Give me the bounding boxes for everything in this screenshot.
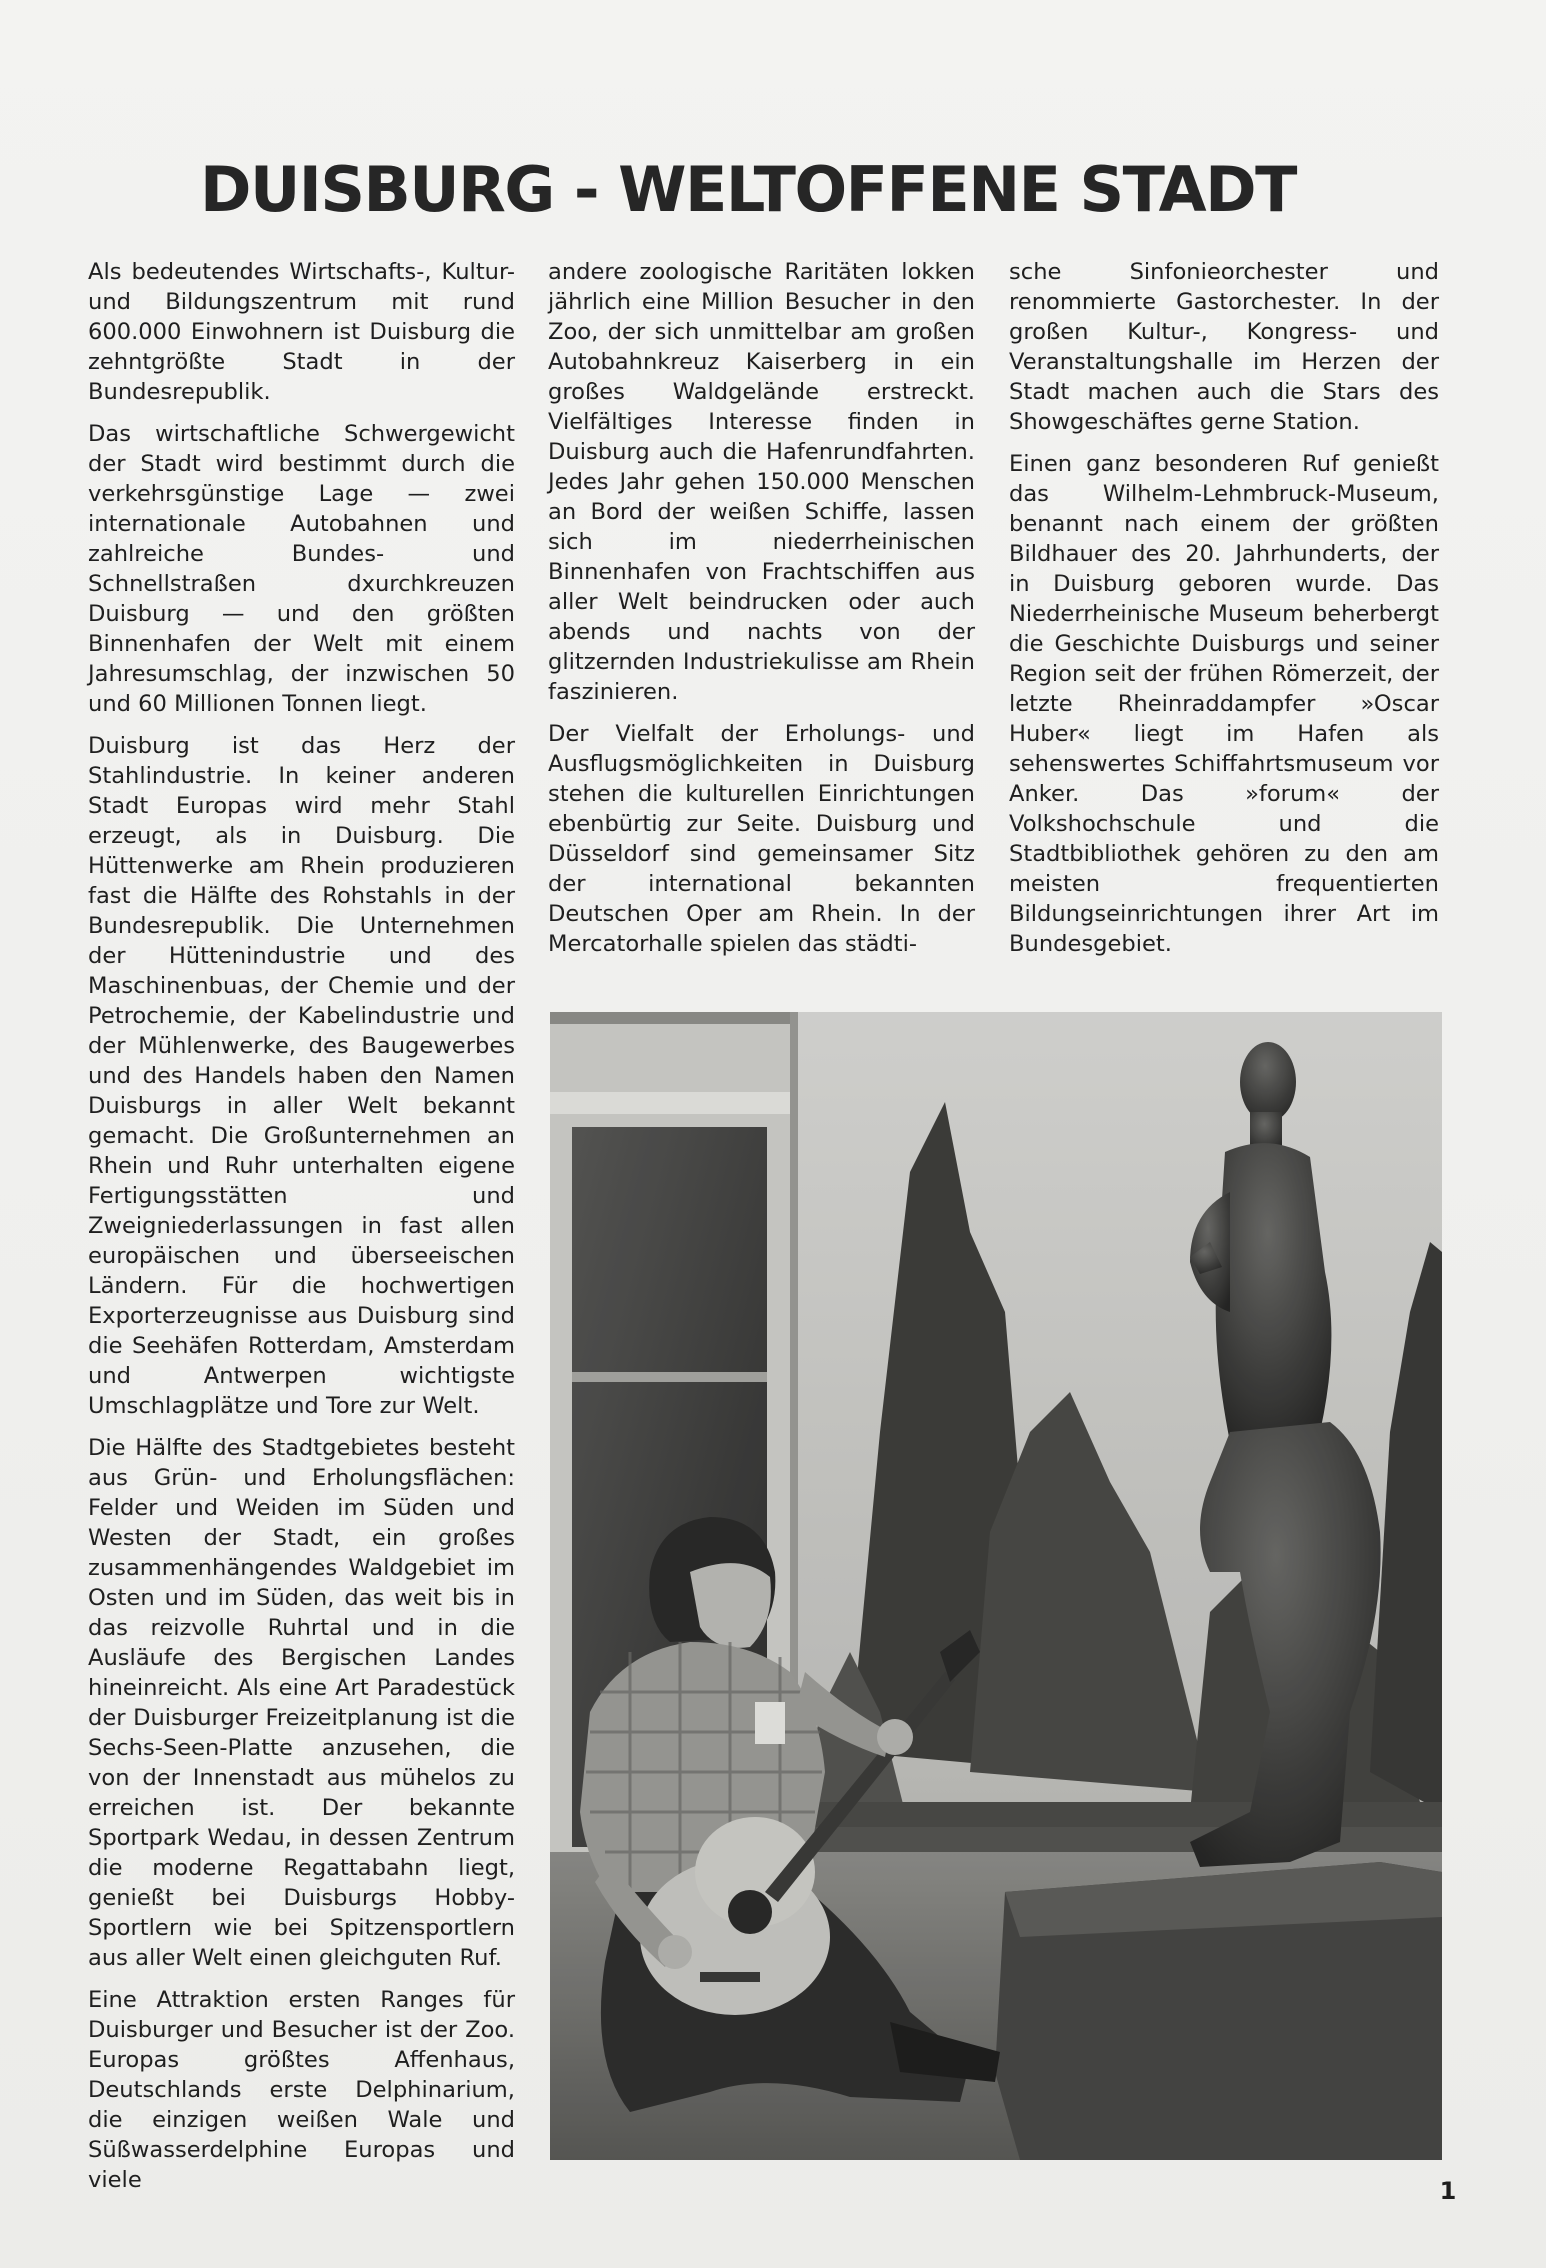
page-number: 1 — [1439, 2177, 1457, 2205]
text-column-right — [1009, 257, 1439, 971]
paragraph: Das wirtschaftliche Schwergewicht der Stadt wird bestimmt durch die verkehrsgünstige Lage — zwei internationale Autobahnen und zahlreiche Bundes- und Schnellstraßen dxurchkreuzen Duisburg — und den größten Binnenhafen der Welt mit einem Jahresumschlag, der inzwischen 50 und 60 Millionen Tonnen liegt. — [88, 421, 515, 717]
paragraph: Die Hälfte des Stadtgebietes besteht aus Grün- und Erholungsflächen: Felder und Weiden im Süden und Westen der Stadt, ein großes zusammenhängendes Waldgebiet im Osten und im Süden, das weit bis in das reizvolle Ruhrtal und in die Ausläufe des Bergischen Landes hineinreicht. Als eine Art Paradestück der Duisburger Freizeitplanung ist die Sechs-Seen-Platte anzusehen, die von der Innenstadt aus mühelos zu erreichen ist. Der bekannte Sportpark Wedau, in dessen Zentrum die moderne Regattabahn liegt, genießt bei Duisburgs Hobby-Sportlern wie bei Spitzensportlern aus aller Welt einen gleichguten Ruf. — [88, 1435, 515, 1971]
text-column-left — [88, 257, 515, 2207]
paragraph: Als bedeutendes Wirtschafts-, Kultur- und Bildungszentrum mit rund 600.000 Einwohnern ist Duisburg die zehntgrößte Stadt in der Bundesrepublik. — [88, 259, 515, 405]
paragraph: Duisburg ist das Herz der Stahlindustrie. In keiner anderen Stadt Europas wird mehr Stahl erzeugt, als in Duisburg. Die Hüttenwerke am Rhein produzieren fast die Hälfte des Rohstahls in der Bundesrepublik. Die Unternehmen der Hüttenindustrie und des Maschinenbuas, der Chemie und der Petrochemie, der Kabelindustrie und der Mühlenwerke, des Baugewerbes und des Handels haben den Namen Duisburgs in aller Welt bekannt gemacht. Die Großunternehmen an Rhein und Ruhr unterhalten eigene Fertigungsstätten und Zweigniederlassungen in fast allen europäischen und überseeischen Ländern. Für die hochwertigen Exporterzeugnisse aus Duisburg sind die Seehäfen Rotterdam, Amsterdam und Antwerpen wichtigste Umschlagplätze und Tore zur Welt. — [88, 733, 515, 1419]
paragraph: Einen ganz besonderen Ruf genießt das Wilhelm-Lehmbruck-Museum, benannt nach einem der größten Bildhauer des 20. Jahrhunderts, der in Duisburg geboren wurde. Das Niederrheinische Museum beherbergt die Geschichte Duisburgs und seiner Region seit der frühen Römerzeit, der letzte Rheinraddampfer »Oscar Huber« liegt im Hafen als sehenswertes Schiffahrtsmuseum vor Anker. Das »forum« der Volkshochschule und die Stadtbibliothek gehören zu den am meisten frequentierten Bildungseinrichtungen ihrer Art im Bundesgebiet. — [1009, 451, 1439, 957]
paragraph: Der Vielfalt der Erholungs- und Ausflugsmöglichkeiten in Duisburg stehen die kulturellen Einrichtungen ebenbürtig zur Seite. Duisburg und Düsseldorf sind gemeinsamer Sitz der international bekannten Deutschen Oper am Rhein. In der Mercatorhalle spielen das städti- — [548, 721, 975, 957]
text-column-middle — [548, 257, 975, 971]
paragraph: andere zoologische Raritäten lokken jährlich eine Million Besucher in den Zoo, der sich unmittelbar am großen Autobahnkreuz Kaiserberg in ein großes Waldgelände erstreckt. Vielfältiges Interesse finden in Duisburg auch die Hafenrundfahrten. Jedes Jahr gehen 150.000 Menschen an Bord der weißen Schiffe, lassen sich im niederrheinischen Binnenhafen von Frachtschiffen aus aller Welt beindrucken oder auch abends und nachts von der glitzernden Industriekulisse am Rhein faszinieren. — [548, 259, 975, 705]
paragraph: sche Sinfonieorchester und renommierte Gastorchester. In der großen Kultur-, Kongress- und Veranstaltungshalle im Herzen der Stadt machen auch die Stars des Showgeschäftes gerne Station. — [1009, 259, 1439, 435]
paragraph: Eine Attraktion ersten Ranges für Duisburger und Besucher ist der Zoo. Europas größtes Affenhaus, Deutschlands erste Delphinarium, die einzigen weißen Wale und Süßwasserdelphine Europas und viele — [88, 1987, 515, 2193]
photo-guitarist-and-sculpture — [550, 1012, 1442, 2160]
article-title: DUISBURG - WELTOFFENE STADT — [200, 153, 1296, 226]
